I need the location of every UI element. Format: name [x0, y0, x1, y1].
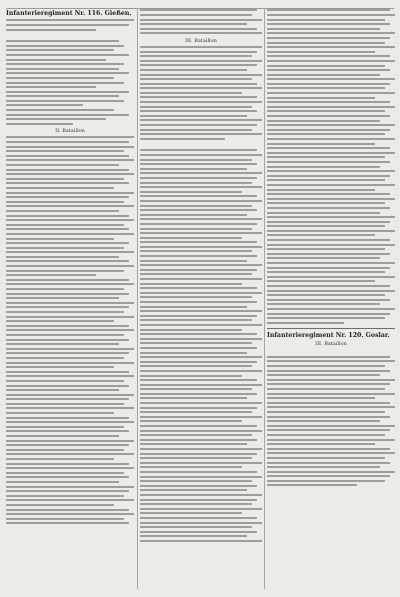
- battalion-heading: III. Bataillon: [185, 37, 217, 44]
- rank-heading: [6, 33, 134, 38]
- regiment-heading: Infanterieregiment Nr. 120. Goslar.: [267, 332, 390, 340]
- text-line: [6, 521, 134, 526]
- battalion-heading: III. Bataillon: [315, 341, 347, 348]
- text-line: [140, 31, 262, 36]
- column-rule: [137, 8, 138, 589]
- regiment-heading: Infanterieregiment Nr. 116. Gießen.: [6, 10, 132, 17]
- column-middle: [140, 8, 262, 589]
- text-line: [6, 27, 134, 32]
- text-line: [6, 121, 134, 126]
- column-left: [6, 8, 134, 589]
- rank-heading: [267, 348, 395, 353]
- rank-heading: [140, 142, 262, 147]
- text-line: [267, 483, 395, 488]
- column-rule: [264, 8, 265, 589]
- column-right: [267, 8, 395, 589]
- text-line: [140, 136, 262, 141]
- battalion-heading: II. Bataillon: [55, 128, 85, 135]
- section-rule: [267, 328, 395, 330]
- text-line: [267, 320, 395, 325]
- text-line: [140, 539, 262, 544]
